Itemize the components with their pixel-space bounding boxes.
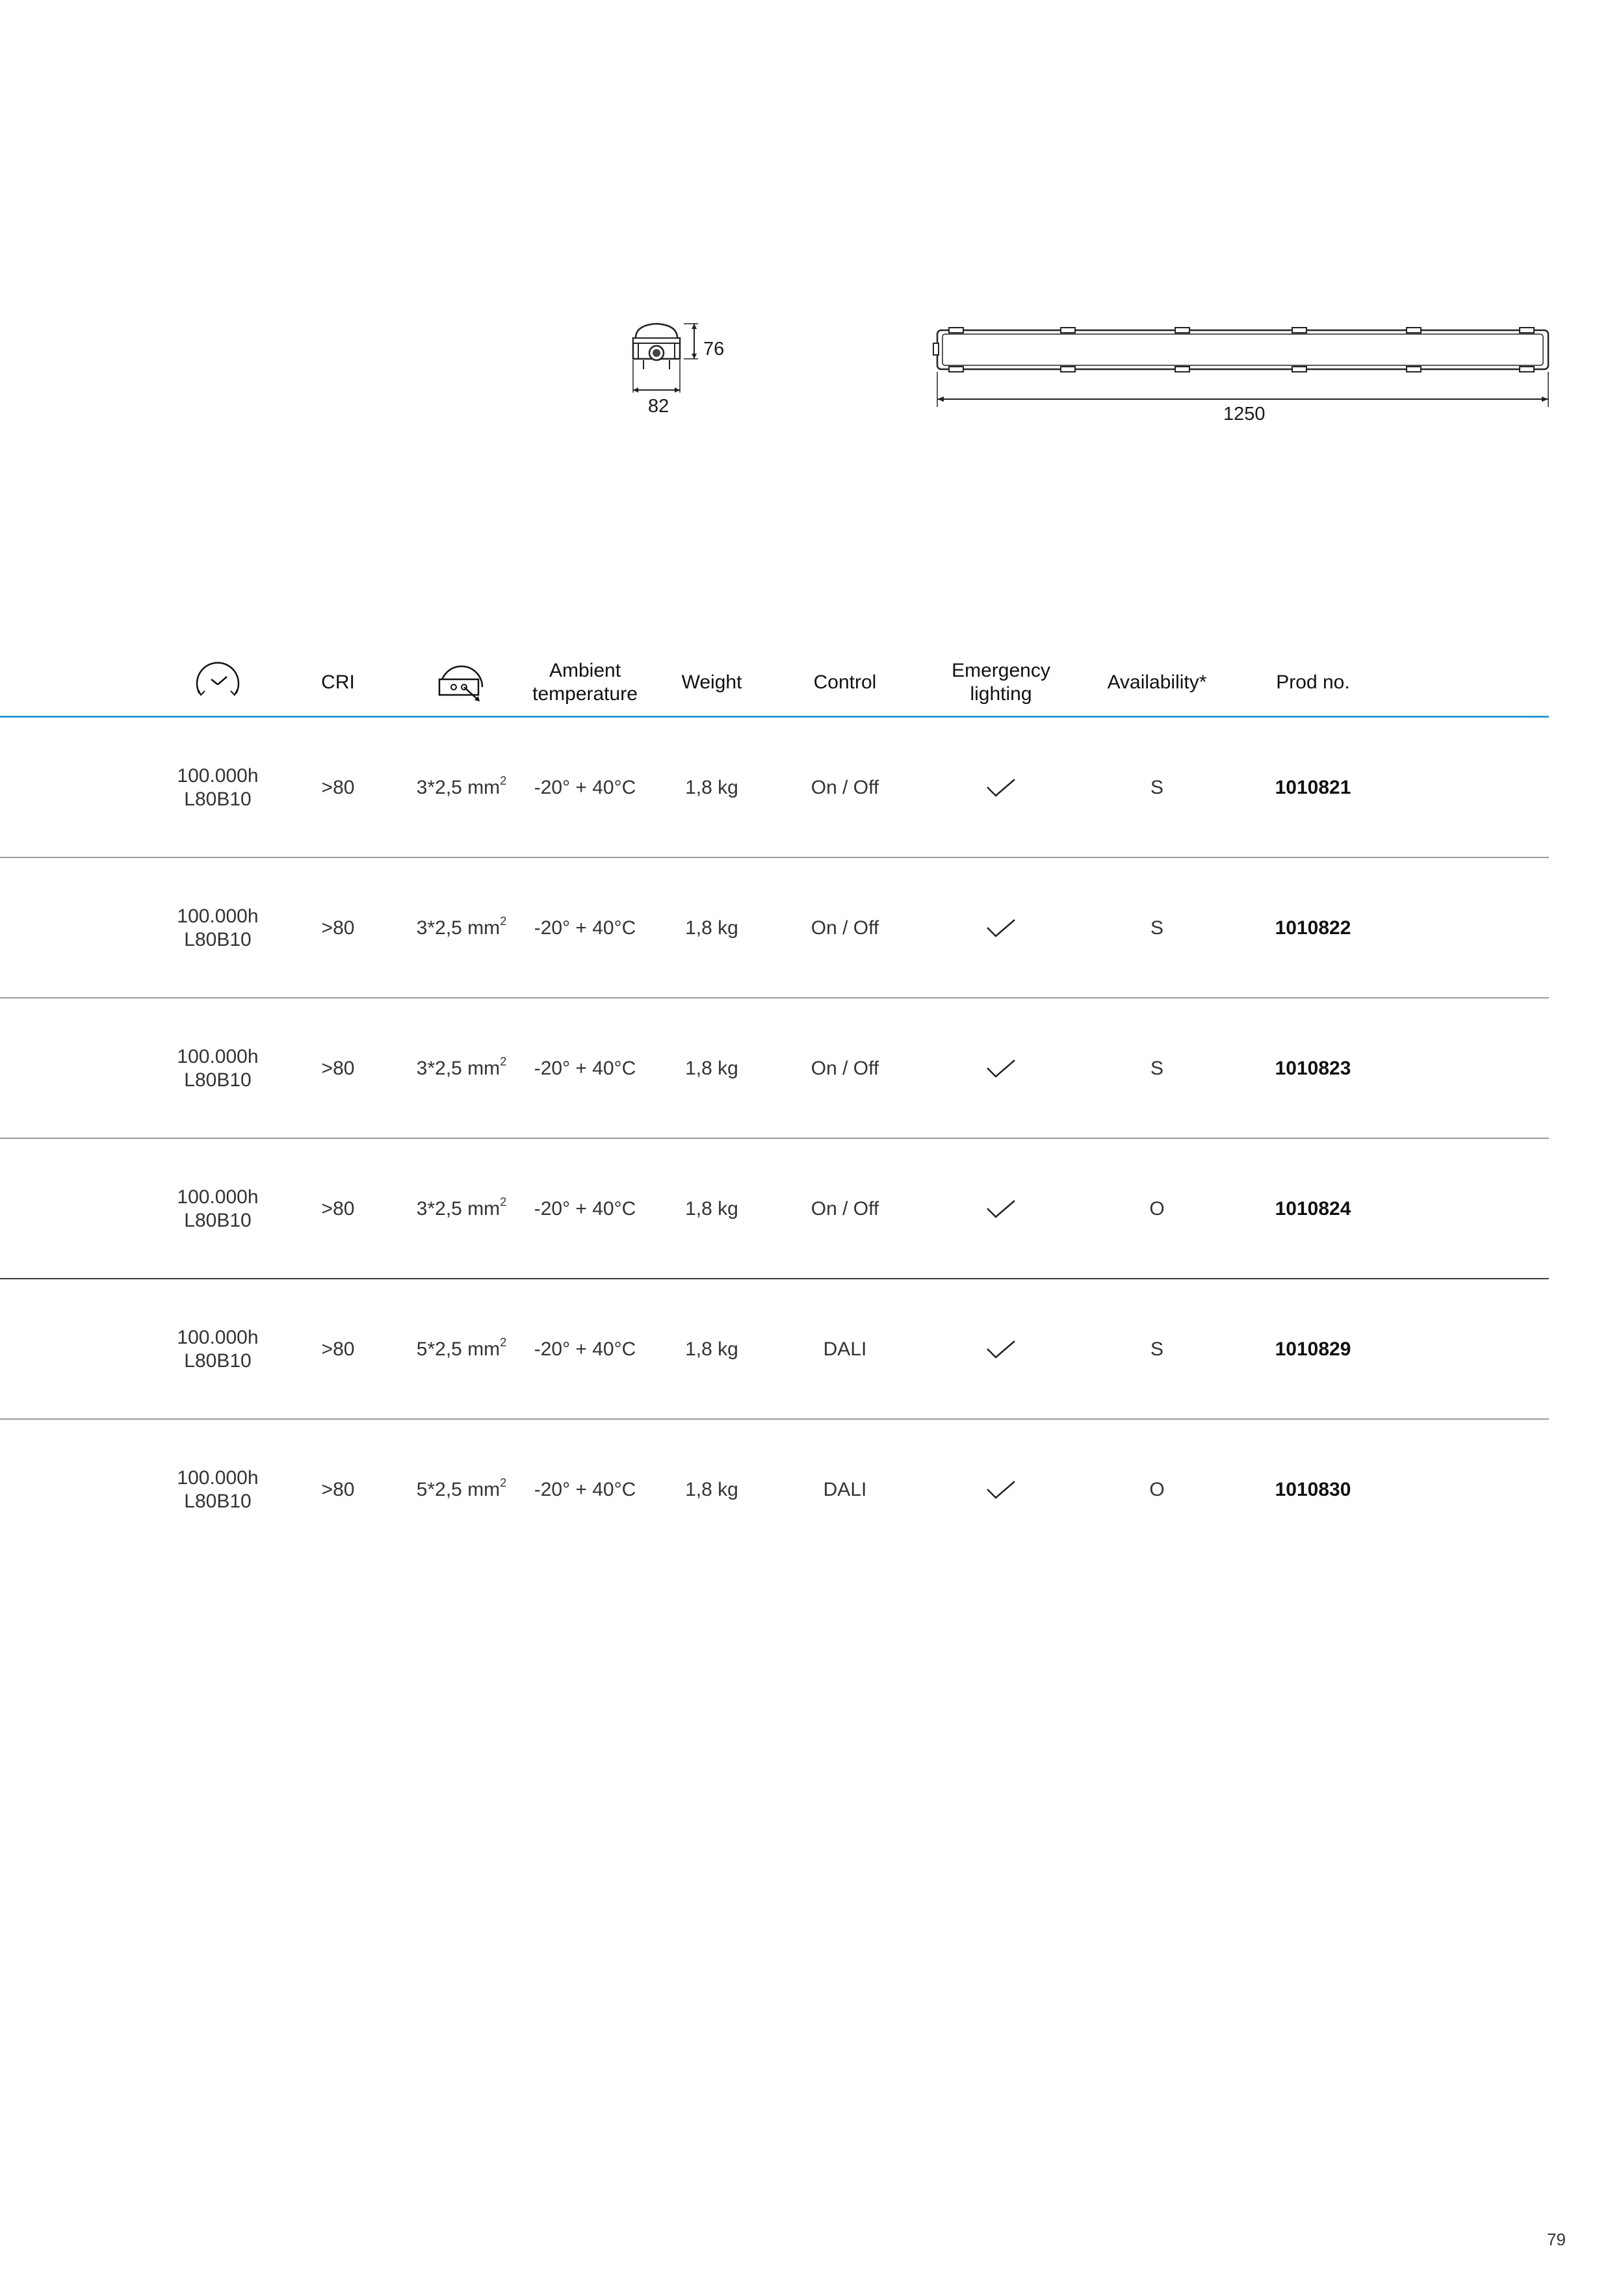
cell-ambient: -20° + 40°C — [534, 1338, 636, 1360]
cell-control: On / Off — [811, 1198, 879, 1220]
cell-weight: 1,8 kg — [685, 1479, 738, 1500]
col-header-ambient — [520, 644, 650, 722]
cable-value — [417, 1197, 506, 1221]
cell-control: DALI — [823, 1338, 867, 1360]
cell-emergency — [936, 1279, 1066, 1420]
cell-ambient: -20° + 40°C — [534, 777, 636, 798]
cell-availability: S — [1150, 917, 1163, 939]
cell-emergency — [936, 1139, 1066, 1279]
cell-lifetime — [156, 1420, 279, 1560]
cable-unit-superscript: 2 — [500, 1476, 507, 1489]
cell-lifetime — [156, 1139, 279, 1279]
cell-control: On / Off — [811, 917, 879, 939]
page-number: 79 — [1547, 2230, 1566, 2249]
cell-ambient: -20° + 40°C — [534, 1058, 636, 1079]
cable-size: 5*2,5 mm — [416, 1338, 500, 1360]
lifetime-rating: L80B10 — [184, 1350, 252, 1372]
cable-value — [417, 917, 506, 940]
cell-cri: >80 — [321, 1338, 355, 1360]
col-header-emergency — [936, 644, 1066, 722]
cell-availability: S — [1150, 1338, 1163, 1360]
checkmark-icon — [986, 1480, 1016, 1500]
lifetime-rating: L80B10 — [184, 1069, 252, 1091]
cell-availability: O — [1149, 1198, 1165, 1220]
side-view-length-label: 1250 — [1223, 404, 1266, 424]
lifetime-value — [177, 1186, 258, 1233]
end-view-drawing — [624, 319, 734, 423]
table-row — [0, 718, 1549, 858]
cell-cri: >80 — [321, 917, 355, 939]
lifetime-rating: L80B10 — [184, 789, 252, 810]
cable-unit-superscript: 2 — [500, 1195, 507, 1208]
clock-icon — [192, 661, 244, 704]
cell-control: On / Off — [811, 777, 879, 798]
cable-size: 3*2,5 mm — [416, 917, 500, 939]
cell-lifetime — [156, 858, 279, 998]
col-header-cable — [416, 644, 507, 722]
cell-control: DALI — [823, 1479, 867, 1500]
cell-availability: O — [1149, 1479, 1165, 1500]
emergency-header-label: Emergency lighting — [952, 660, 1050, 705]
lifetime-rating: L80B10 — [184, 1210, 252, 1231]
cell-prod-no: 1010821 — [1275, 777, 1351, 798]
lifetime-rating: L80B10 — [184, 929, 252, 950]
cell-lifetime — [156, 718, 279, 858]
table-row — [0, 1279, 1549, 1420]
table-row — [0, 1420, 1549, 1560]
cell-weight: 1,8 kg — [685, 1338, 738, 1360]
cell-weight: 1,8 kg — [685, 1198, 738, 1220]
end-view-width-label: 82 — [648, 396, 669, 417]
cell-weight: 1,8 kg — [685, 1058, 738, 1079]
table-row — [0, 858, 1549, 998]
table-row — [0, 998, 1549, 1139]
lifetime-rating: L80B10 — [184, 1491, 252, 1512]
cable-unit-superscript: 2 — [500, 1055, 507, 1068]
cell-prod-no: 1010829 — [1275, 1338, 1351, 1360]
cable-connection-icon — [435, 661, 487, 704]
lifetime-value — [177, 1326, 258, 1373]
cell-emergency — [936, 858, 1066, 998]
lifetime-value — [177, 1045, 258, 1092]
cell-weight: 1,8 kg — [685, 917, 738, 939]
col-header-control: Control — [813, 672, 877, 693]
lifetime-value — [177, 1467, 258, 1513]
cell-prod-no: 1010823 — [1275, 1058, 1351, 1079]
cell-cable — [403, 1279, 520, 1420]
lifetime-hours: 100.000h — [177, 765, 259, 787]
cable-value — [417, 1338, 506, 1361]
cell-cri: >80 — [321, 1198, 355, 1220]
cell-prod-no: 1010822 — [1275, 917, 1351, 939]
lifetime-hours: 100.000h — [177, 1467, 259, 1489]
cell-emergency — [936, 998, 1066, 1139]
col-header-weight: Weight — [681, 672, 742, 693]
cell-emergency — [936, 1420, 1066, 1560]
cell-emergency — [936, 718, 1066, 858]
checkmark-icon — [986, 778, 1016, 798]
table-row — [0, 1139, 1549, 1279]
cell-cri: >80 — [321, 1479, 355, 1500]
luminaire-side-view-icon — [928, 321, 1555, 412]
cell-cri: >80 — [321, 1058, 355, 1079]
checkmark-icon — [986, 1199, 1016, 1219]
luminaire-end-view-icon — [624, 319, 734, 423]
cell-cable — [403, 1420, 520, 1560]
lifetime-hours: 100.000h — [177, 1186, 259, 1208]
checkmark-icon — [986, 1059, 1016, 1078]
col-header-lifetime — [175, 644, 260, 722]
cell-control: On / Off — [811, 1058, 879, 1079]
cable-value — [417, 776, 506, 800]
lifetime-hours: 100.000h — [177, 1046, 259, 1067]
end-view-height-label: 76 — [703, 339, 725, 359]
cable-unit-superscript: 2 — [500, 1336, 507, 1349]
lifetime-hours: 100.000h — [177, 906, 259, 927]
cell-lifetime — [156, 1279, 279, 1420]
cable-unit-superscript: 2 — [500, 915, 507, 928]
lifetime-value — [177, 764, 258, 811]
cell-cable — [403, 1139, 520, 1279]
cell-weight: 1,8 kg — [685, 777, 738, 798]
cell-lifetime — [156, 998, 279, 1139]
side-view-drawing — [928, 321, 1555, 412]
cell-ambient: -20° + 40°C — [534, 1198, 636, 1220]
cell-ambient: -20° + 40°C — [534, 917, 636, 939]
col-header-cri: CRI — [321, 672, 355, 693]
cable-unit-superscript: 2 — [500, 774, 507, 787]
cable-size: 3*2,5 mm — [416, 1198, 500, 1220]
cell-cable — [403, 858, 520, 998]
cell-cable — [403, 718, 520, 858]
cable-size: 3*2,5 mm — [416, 777, 500, 798]
cell-availability: S — [1150, 777, 1163, 798]
cell-prod-no: 1010830 — [1275, 1479, 1351, 1500]
col-header-prod-no: Prod no. — [1276, 672, 1350, 693]
cell-cri: >80 — [321, 777, 355, 798]
col-header-availability: Availability* — [1107, 672, 1207, 693]
checkmark-icon — [986, 1340, 1016, 1359]
lifetime-value — [177, 905, 258, 952]
lifetime-hours: 100.000h — [177, 1327, 259, 1348]
ambient-header-label: Ambient temperature — [532, 660, 638, 705]
cable-size: 5*2,5 mm — [416, 1479, 500, 1500]
cable-value — [417, 1057, 506, 1080]
checkmark-icon — [986, 919, 1016, 938]
cell-cable — [403, 998, 520, 1139]
cable-value — [417, 1478, 506, 1502]
cell-availability: S — [1150, 1058, 1163, 1079]
cable-size: 3*2,5 mm — [416, 1058, 500, 1079]
cell-ambient: -20° + 40°C — [534, 1479, 636, 1500]
cell-prod-no: 1010824 — [1275, 1198, 1351, 1220]
